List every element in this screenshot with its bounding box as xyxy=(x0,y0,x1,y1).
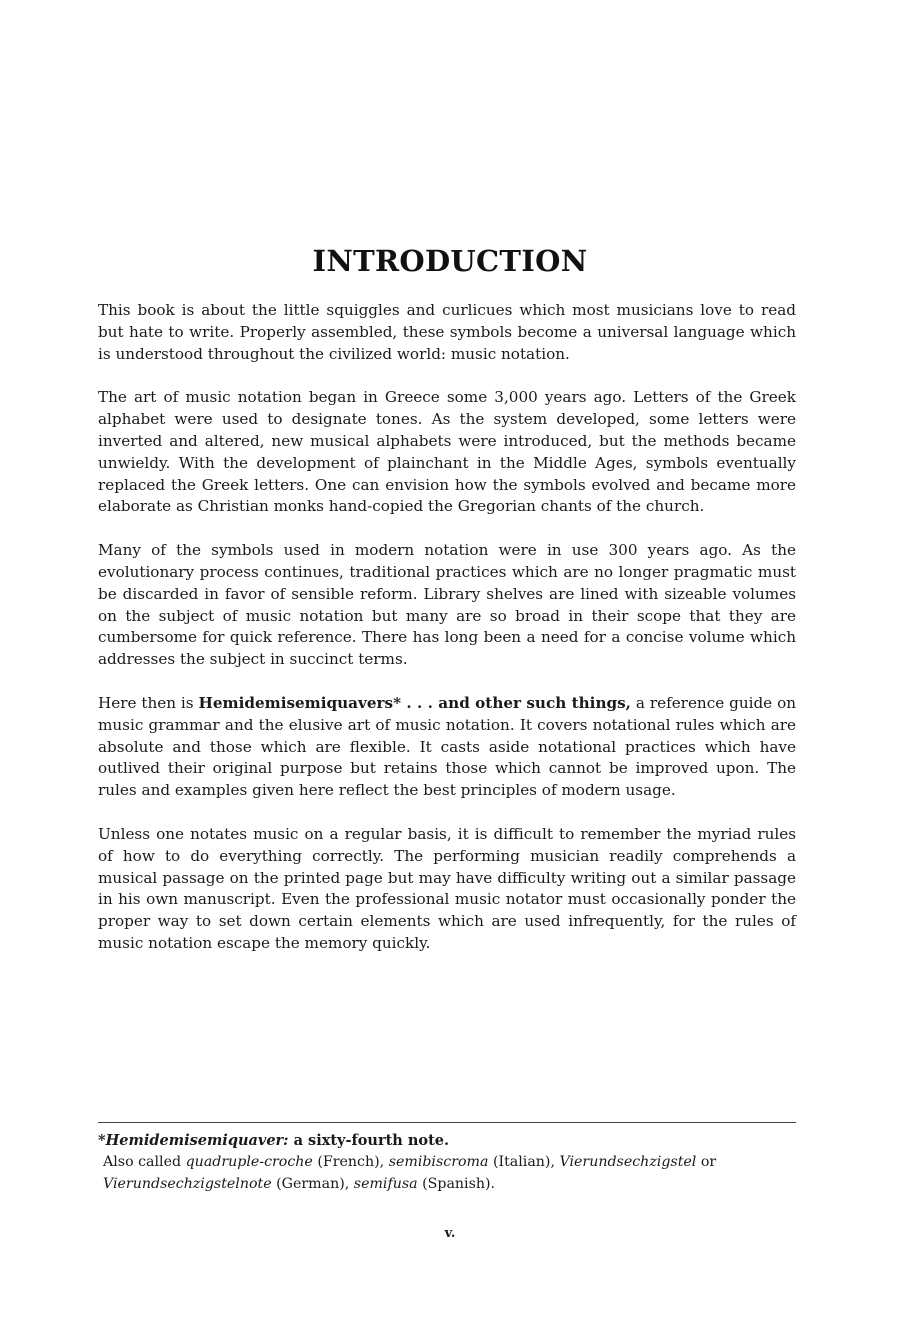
footnote-french-lang: (French), xyxy=(312,1154,389,1170)
footnote xyxy=(98,1130,798,1195)
footnote-divider xyxy=(98,1122,796,1123)
footnote-spanish-term: semifusa xyxy=(353,1176,418,1192)
paragraph-4-intro: Here then is xyxy=(98,693,199,712)
body-text xyxy=(98,300,796,977)
footnote-heading xyxy=(98,1130,798,1151)
paragraph-5: Unless one notates music on a regular basis, it is difficult to remember the myriad rules of how to do everything correctly. The performing musician readily comprehends a musical passage on the printed page but may have difficulty writing out a similar passage in his own manuscript. Even the professional music notator must occasionally ponder the proper way to set down certain elements which are used infrequently, for the rules of music notation escape the memory quickly. xyxy=(98,824,796,952)
footnote-definition: a sixty-fourth note. xyxy=(288,1132,450,1149)
page-title: INTRODUCTION xyxy=(312,244,588,278)
page-number: v. xyxy=(444,1226,456,1241)
footnote-italian-term: semibiscroma xyxy=(388,1154,489,1170)
footnote-french-term: quadruple-croche xyxy=(185,1154,313,1170)
footnote-german-lang: (German), xyxy=(271,1176,354,1192)
paragraph-4-rest: a reference guide on music grammar and the elusive art of music notation. It covers notational rules which are absolute and those which are flexible. It casts aside notational practices which have outlived their original purpose but retains those which cannot be improved upon. The rules and examples given here reflect the best principles of modern usage. xyxy=(98,693,797,800)
paragraph-1: This book is about the little squiggles and curlicues which most musicians love to read but hate to write. Properly assembled, these symbols become a universal language which is understood throughout the civilized world: music notation. xyxy=(98,301,796,363)
paragraph-3: Many of the symbols used in modern notation were in use 300 years ago. As the evolutionary process continues, traditional practices which are no longer pragmatic must be discarded in favor of sensible reform. Library shelves are lined with sizeable volumes on the subject of music notation but many are so broad in their scope that they are cumbersome for quick reference. There has long been a need for a concise volume which addresses the subject in succinct terms. xyxy=(98,541,796,669)
footnote-or: or xyxy=(696,1154,717,1170)
paragraph-4 xyxy=(98,693,796,802)
footnote-body xyxy=(98,1151,798,1195)
footnote-spanish-lang: (Spanish). xyxy=(417,1176,496,1192)
book-title: Hemidemisemiquavers* . . . and other such things, xyxy=(198,693,631,712)
footnote-italian-lang: (Italian), xyxy=(488,1154,560,1170)
footnote-term: *Hemidemisemiquaver: xyxy=(98,1132,289,1149)
footnote-german-term-2: Vierundsechzigstelnote xyxy=(103,1176,272,1192)
paragraph-2: The art of music notation began in Greece some 3,000 years ago. Letters of the Greek alphabet were used to designate tones. As the system developed, some letters were inverted and altered, new musical alphabets were introduced, but the methods became unwieldy. With the development of plainchant in the Middle Ages, symbols eventually replaced the Greek letters. One can envision how the symbols evolved and became more elaborate as Christian monks hand-copied the Gregorian chants of the church. xyxy=(98,388,796,516)
footnote-german-term-1: Vierundsechzigstel xyxy=(559,1154,697,1170)
footnote-also-called: Also called xyxy=(103,1154,186,1170)
